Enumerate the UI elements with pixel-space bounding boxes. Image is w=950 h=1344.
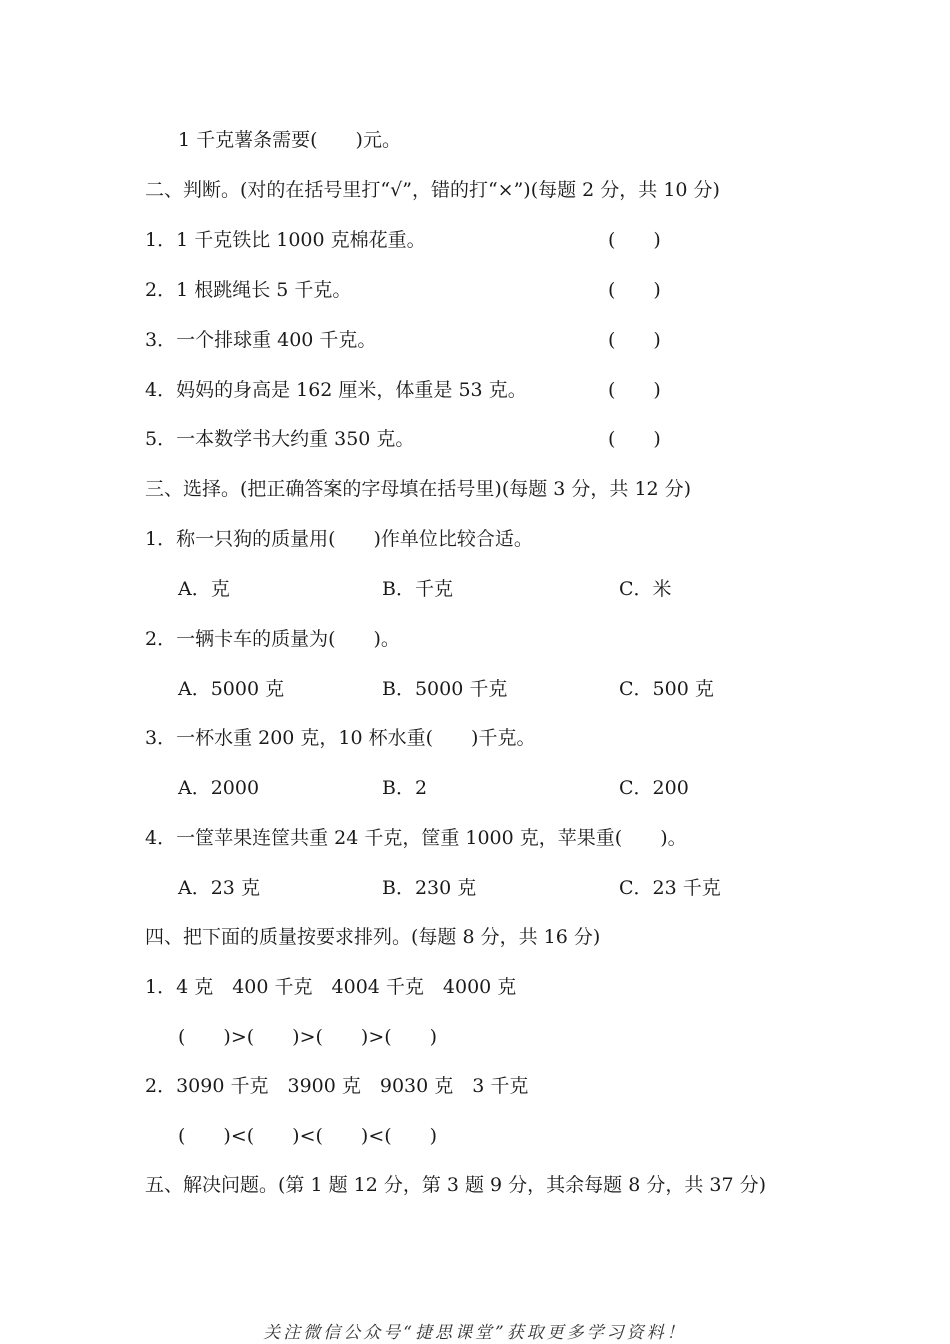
judge-item-1: 1．1 千克铁比 1000 克棉花重。: [145, 229, 426, 251]
judge-answer-paren-2: ( ): [608, 279, 661, 301]
section4-heading: 四、把下面的质量按要求排列。(每题 8 分，共 16 分): [145, 926, 601, 948]
order-answer-2: ( )<( )<( )<( ): [178, 1125, 438, 1147]
judge-item-3: 3．一个排球重 400 千克。: [145, 329, 377, 351]
judge-answer-paren-3: ( ): [608, 329, 661, 351]
choice-3-option-a: A．2000: [178, 777, 260, 799]
judge-item-2: 2．1 根跳绳长 5 千克。: [145, 279, 352, 301]
judge-item-5: 5．一本数学书大约重 350 克。: [145, 428, 415, 450]
choice-4-option-a: A．23 克: [178, 877, 260, 899]
section3-heading: 三、选择。(把正确答案的字母填在括号里)(每题 3 分，共 12 分): [145, 478, 692, 500]
choice-question-2: 2．一辆卡车的质量为( )。: [145, 628, 400, 650]
choice-2-option-c: C．500 克: [619, 678, 714, 700]
order-question-1: 1．4 克 400 千克 4004 千克 4000 克: [145, 976, 517, 998]
footer-promo-text: 关注微信公众号“捷思课堂”获取更多学习资料！: [263, 1323, 687, 1343]
choice-question-4: 4．一筐苹果连筐共重 24 千克，筐重 1000 克，苹果重( )。: [145, 827, 687, 849]
order-answer-1: ( )>( )>( )>( ): [178, 1026, 438, 1048]
choice-2-option-a: A．5000 克: [178, 678, 285, 700]
choice-2-option-b: B．5000 千克: [382, 678, 508, 700]
judge-answer-paren-1: ( ): [608, 229, 661, 251]
choice-4-option-b: B．230 克: [382, 877, 477, 899]
judge-answer-paren-5: ( ): [608, 428, 661, 450]
choice-3-option-b: B．2: [382, 777, 428, 799]
choice-1-option-c: C．米: [619, 578, 672, 600]
section5-heading: 五、解决问题。(第 1 题 12 分，第 3 题 9 分，其余每题 8 分，共 37 分): [145, 1174, 767, 1196]
choice-3-option-c: C．200: [619, 777, 689, 799]
choice-1-option-b: B．千克: [382, 578, 453, 600]
choice-1-option-a: A．克: [178, 578, 230, 600]
judge-item-4: 4．妈妈的身高是 162 厘米，体重是 53 克。: [145, 379, 527, 401]
choice-question-3: 3．一杯水重 200 克，10 杯水重( )千克。: [145, 727, 536, 749]
intro-question: 1 千克薯条需要( )元。: [178, 129, 401, 151]
order-question-2: 2．3090 千克 3900 克 9030 克 3 千克: [145, 1075, 529, 1097]
section2-heading: 二、判断。(对的在括号里打“√”，错的打“×”)(每题 2 分，共 10 分): [145, 179, 720, 201]
choice-4-option-c: C．23 千克: [619, 877, 721, 899]
judge-answer-paren-4: ( ): [608, 379, 661, 401]
choice-question-1: 1．称一只狗的质量用( )作单位比较合适。: [145, 528, 533, 550]
